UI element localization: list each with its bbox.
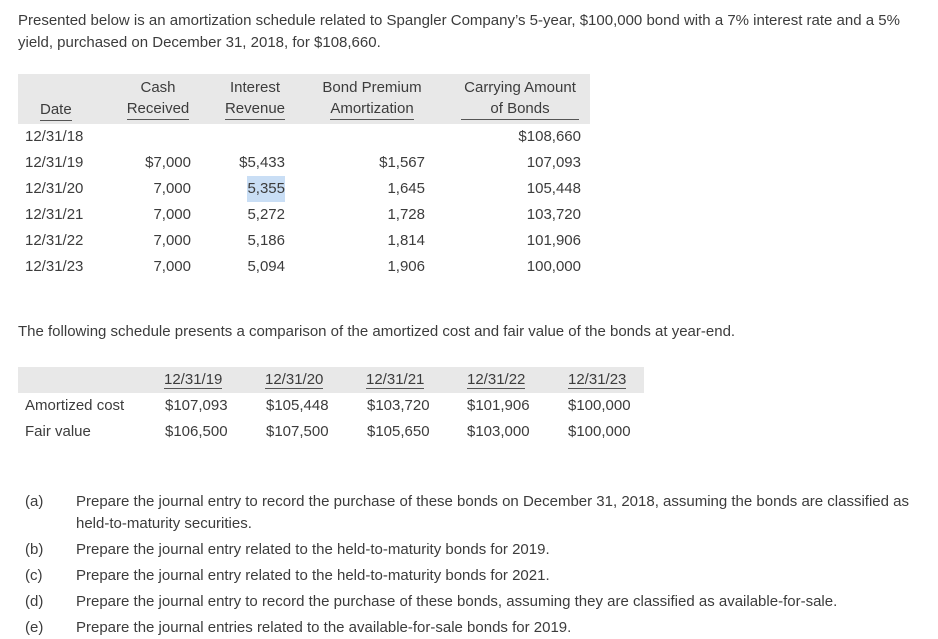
table-row: 12/31/21 7,000 5,272 1,728 103,720 — [25, 206, 581, 223]
intro-line-2: yield, purchased on December 31, 2018, for $108,660. — [18, 34, 381, 51]
question-item — [18, 565, 928, 587]
question-text: Prepare the journal entry to record the purchase of these bonds on December 31, 2018, assuming the bonds are classified as held-to-maturity securities. — [76, 493, 909, 532]
question-label: (d) — [25, 593, 44, 610]
header-date-2022: 12/31/22 — [467, 371, 526, 388]
question-label: (a) — [25, 493, 44, 510]
question-text: Prepare the journal entry to record the purchase of these bonds, assuming they are classified as available-for-sale. — [76, 593, 838, 610]
comparison-header-row — [18, 367, 644, 393]
question-text: Prepare the journal entry related to the held-to-maturity bonds for 2019. — [76, 541, 550, 558]
table-row: 12/31/23 7,000 5,094 1,906 100,000 — [25, 258, 581, 275]
question-label: (e) — [25, 619, 44, 636]
question-text: Prepare the journal entry related to the held-to-maturity bonds for 2021. — [76, 567, 550, 584]
header-carrying-underline — [461, 119, 579, 120]
header-date: Date — [40, 99, 72, 121]
question-item — [18, 617, 928, 636]
table-row: Amortized cost $107,093 $105,448 $103,720 $101,906 $100,000 — [18, 393, 644, 419]
row-label: Fair value — [25, 423, 91, 440]
table-row: 12/31/20 7,000 5,355 1,645 105,448 — [18, 176, 590, 202]
header-bond-premium-amortization: Bond Premium Amortization — [315, 77, 429, 120]
header-date-2021: 12/31/21 — [366, 371, 425, 388]
amortization-header-row — [18, 74, 590, 124]
highlighted-cell[interactable]: 5,355 — [247, 176, 285, 202]
row-label: Amortized cost — [25, 397, 125, 414]
question-item — [18, 491, 928, 535]
header-date-2023: 12/31/23 — [568, 371, 627, 388]
table-row: Fair value $106,500 $107,500 $105,650 $103,000 $100,000 — [18, 419, 644, 445]
question-label: (c) — [25, 567, 43, 584]
header-interest-revenue: Interest Revenue — [221, 77, 289, 120]
intro-paragraph — [18, 10, 938, 54]
comparison-table — [18, 367, 644, 445]
table-row: 12/31/19 $7,000 $5,433 $1,567 107,093 — [25, 154, 581, 171]
header-date-2019: 12/31/19 — [164, 371, 223, 388]
table-row: 12/31/22 7,000 5,186 1,814 101,906 — [25, 232, 581, 249]
amortization-schedule-table — [18, 74, 590, 280]
intro-line-1: Presented below is an amortization schedule related to Spangler Company’s 5-year, $100,000 bond with a 7% interest rate and a 5% — [18, 12, 900, 29]
question-label: (b) — [25, 541, 44, 558]
header-carrying-amount: Carrying Amount of Bonds — [455, 77, 585, 120]
header-date-2020: 12/31/20 — [265, 371, 324, 388]
header-cash-received: Cash Received — [122, 77, 194, 120]
question-text: Prepare the journal entries related to the available-for-sale bonds for 2019. — [76, 619, 572, 636]
question-item — [18, 591, 928, 613]
question-item — [18, 539, 928, 561]
question-list — [18, 491, 928, 636]
comparison-intro-text: The following schedule presents a comparison of the amortized cost and fair value of the bonds at year-end. — [18, 323, 736, 340]
table-row: 12/31/18 $108,660 — [25, 128, 581, 145]
